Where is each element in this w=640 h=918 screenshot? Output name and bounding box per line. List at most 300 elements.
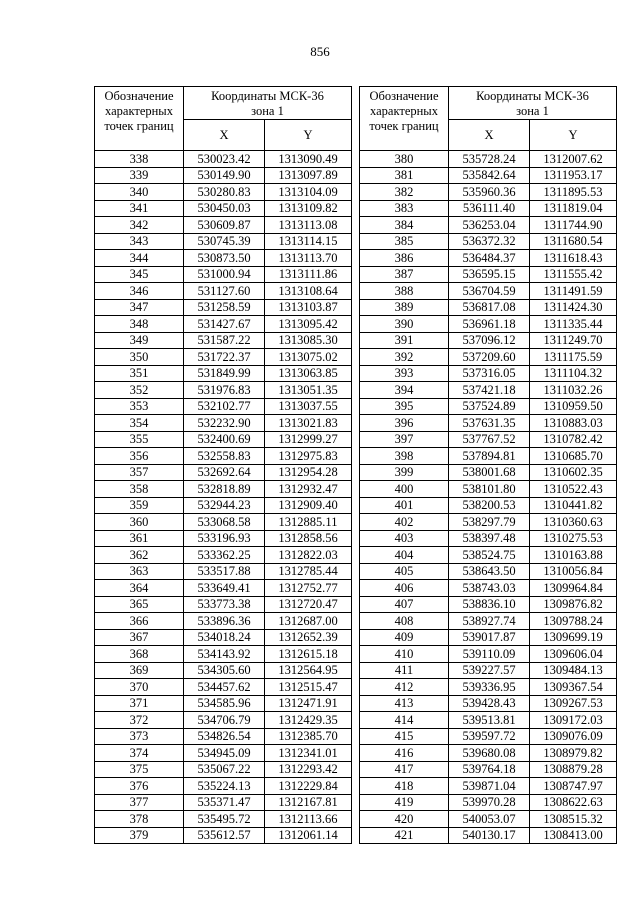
table-row: [360, 695, 617, 712]
coord-x: 530609.87: [184, 217, 265, 234]
table-row: [95, 613, 352, 630]
point-number: 384: [360, 217, 449, 234]
table-row: [360, 415, 617, 432]
point-number: 371: [95, 695, 184, 712]
coord-y: 1312429.35: [265, 712, 352, 729]
point-number: 405: [360, 563, 449, 580]
coord-x: 531976.83: [184, 382, 265, 399]
coord-x: 530023.42: [184, 151, 265, 168]
coord-y: 1312061.14: [265, 827, 352, 844]
coord-x: 534305.60: [184, 662, 265, 679]
coord-y: 1309606.04: [530, 646, 617, 663]
coord-x: 535495.72: [184, 811, 265, 828]
coord-x: 536111.40: [449, 200, 530, 217]
header-coords-line1: Координаты МСК-36: [476, 89, 589, 103]
table-row: [360, 778, 617, 795]
coord-y: 1312229.84: [265, 778, 352, 795]
coord-x: 532102.77: [184, 398, 265, 415]
coord-x: 536484.37: [449, 250, 530, 267]
coord-y: 1312885.11: [265, 514, 352, 531]
coord-y: 1310056.84: [530, 563, 617, 580]
coord-y: 1311424.30: [530, 299, 617, 316]
table-row: [360, 827, 617, 844]
table-row: [95, 629, 352, 646]
coord-x: 534706.79: [184, 712, 265, 729]
table-row: [95, 514, 352, 531]
point-number: 394: [360, 382, 449, 399]
point-number: 411: [360, 662, 449, 679]
coord-y: 1312564.95: [265, 662, 352, 679]
point-number: 400: [360, 481, 449, 498]
coord-x: 532944.23: [184, 497, 265, 514]
table-row: [360, 728, 617, 745]
coord-y: 1309876.82: [530, 596, 617, 613]
table-row: [360, 398, 617, 415]
coord-x: 531427.67: [184, 316, 265, 333]
coord-y: 1312652.39: [265, 629, 352, 646]
coord-y: 1312858.56: [265, 530, 352, 547]
table-row: [95, 827, 352, 844]
table-row: [95, 233, 352, 250]
coordinates-table-left: [94, 86, 352, 844]
coord-y: 1310883.03: [530, 415, 617, 432]
point-number: 345: [95, 266, 184, 283]
coord-x: 533517.88: [184, 563, 265, 580]
point-number: 356: [95, 448, 184, 465]
table-row: [95, 761, 352, 778]
coord-y: 1313085.30: [265, 332, 352, 349]
point-number: 406: [360, 580, 449, 597]
header-coords-line1: Координаты МСК-36: [211, 89, 324, 103]
point-number: 416: [360, 745, 449, 762]
coord-y: 1313090.49: [265, 151, 352, 168]
table-row: [360, 563, 617, 580]
point-number: 408: [360, 613, 449, 630]
coord-y: 1309367.54: [530, 679, 617, 696]
coord-y: 1311744.90: [530, 217, 617, 234]
point-number: 342: [95, 217, 184, 234]
coord-y: 1312167.81: [265, 794, 352, 811]
coord-y: 1309267.53: [530, 695, 617, 712]
table-row: [360, 266, 617, 283]
point-number: 387: [360, 266, 449, 283]
header-designation: Обозначение характерных точек границ: [95, 87, 184, 151]
coord-x: 535842.64: [449, 167, 530, 184]
coord-x: 539764.18: [449, 761, 530, 778]
coord-x: 532558.83: [184, 448, 265, 465]
coord-y: 1308879.28: [530, 761, 617, 778]
coord-y: 1313063.85: [265, 365, 352, 382]
coord-x: 537524.89: [449, 398, 530, 415]
coord-x: 539513.81: [449, 712, 530, 729]
table-row: [360, 365, 617, 382]
coord-x: 538524.75: [449, 547, 530, 564]
table-row: [95, 316, 352, 333]
point-number: 403: [360, 530, 449, 547]
coord-y: 1312954.28: [265, 464, 352, 481]
table-row: [95, 167, 352, 184]
coord-y: 1312341.01: [265, 745, 352, 762]
coord-y: 1309172.03: [530, 712, 617, 729]
point-number: 418: [360, 778, 449, 795]
coord-x: 530745.39: [184, 233, 265, 250]
point-number: 397: [360, 431, 449, 448]
coord-y: 1310522.43: [530, 481, 617, 498]
table-row: [360, 646, 617, 663]
coord-y: 1313051.35: [265, 382, 352, 399]
coord-x: 531127.60: [184, 283, 265, 300]
coord-x: 534457.62: [184, 679, 265, 696]
table-row: [95, 745, 352, 762]
coord-y: 1311032.26: [530, 382, 617, 399]
coord-y: 1310441.82: [530, 497, 617, 514]
coord-y: 1312720.47: [265, 596, 352, 613]
coord-x: 539970.28: [449, 794, 530, 811]
table-row: [360, 200, 617, 217]
point-number: 409: [360, 629, 449, 646]
table-row: [360, 811, 617, 828]
table-row: [360, 431, 617, 448]
table-row: [95, 464, 352, 481]
point-number: 360: [95, 514, 184, 531]
table-row: [360, 712, 617, 729]
coord-x: 534143.92: [184, 646, 265, 663]
coord-x: 539227.57: [449, 662, 530, 679]
point-number: 388: [360, 283, 449, 300]
point-number: 353: [95, 398, 184, 415]
table-row: [360, 464, 617, 481]
point-number: 396: [360, 415, 449, 432]
coord-y: 1312293.42: [265, 761, 352, 778]
point-number: 407: [360, 596, 449, 613]
table-row: [95, 596, 352, 613]
coord-x: 531849.99: [184, 365, 265, 382]
page-number: 856: [310, 44, 330, 59]
point-number: 393: [360, 365, 449, 382]
table-row: [360, 547, 617, 564]
point-number: 391: [360, 332, 449, 349]
table-row: [360, 497, 617, 514]
coord-y: 1312752.77: [265, 580, 352, 597]
coord-y: 1311953.17: [530, 167, 617, 184]
table-row: [95, 299, 352, 316]
header-designation: Обозначение характерных точек границ: [360, 87, 449, 151]
coord-x: 537631.35: [449, 415, 530, 432]
table-row: [95, 266, 352, 283]
point-number: 392: [360, 349, 449, 366]
coord-y: 1311249.70: [530, 332, 617, 349]
coord-y: 1312975.83: [265, 448, 352, 465]
table-row: [360, 217, 617, 234]
point-number: 364: [95, 580, 184, 597]
point-number: 344: [95, 250, 184, 267]
point-number: 376: [95, 778, 184, 795]
point-number: 354: [95, 415, 184, 432]
table-row: [95, 151, 352, 168]
table-row: [95, 679, 352, 696]
header-x: X: [449, 120, 530, 151]
coord-y: 1309076.09: [530, 728, 617, 745]
point-number: 382: [360, 184, 449, 201]
point-number: 350: [95, 349, 184, 366]
coord-y: 1311618.43: [530, 250, 617, 267]
header-coordinates: [449, 87, 617, 120]
table-row: [360, 332, 617, 349]
point-number: 368: [95, 646, 184, 663]
coord-x: 530873.50: [184, 250, 265, 267]
coord-y: 1309788.24: [530, 613, 617, 630]
coord-y: 1311555.42: [530, 266, 617, 283]
coord-x: 533896.36: [184, 613, 265, 630]
point-number: 414: [360, 712, 449, 729]
coord-x: 535224.13: [184, 778, 265, 795]
coord-x: 537209.60: [449, 349, 530, 366]
coord-y: 1312113.66: [265, 811, 352, 828]
coord-x: 536595.15: [449, 266, 530, 283]
coord-y: 1313095.42: [265, 316, 352, 333]
coord-y: 1311335.44: [530, 316, 617, 333]
coord-x: 539110.09: [449, 646, 530, 663]
coord-x: 531722.37: [184, 349, 265, 366]
point-number: 346: [95, 283, 184, 300]
coord-y: 1309484.13: [530, 662, 617, 679]
table-row: [95, 580, 352, 597]
coord-y: 1313111.86: [265, 266, 352, 283]
point-number: 420: [360, 811, 449, 828]
table-row: [360, 283, 617, 300]
coord-y: 1313037.55: [265, 398, 352, 415]
table-row: [360, 299, 617, 316]
point-number: 389: [360, 299, 449, 316]
table-row: [95, 646, 352, 663]
point-number: 399: [360, 464, 449, 481]
coord-y: 1311895.53: [530, 184, 617, 201]
table-row: [360, 679, 617, 696]
coord-y: 1309699.19: [530, 629, 617, 646]
coord-x: 533068.58: [184, 514, 265, 531]
point-number: 386: [360, 250, 449, 267]
coord-x: 530450.03: [184, 200, 265, 217]
table-row: [360, 250, 617, 267]
coord-y: 1313097.89: [265, 167, 352, 184]
point-number: 369: [95, 662, 184, 679]
coord-x: 536372.32: [449, 233, 530, 250]
table-row: [360, 580, 617, 597]
point-number: 363: [95, 563, 184, 580]
table-row: [360, 448, 617, 465]
coord-x: 538836.10: [449, 596, 530, 613]
coord-y: 1310360.63: [530, 514, 617, 531]
point-number: 379: [95, 827, 184, 844]
coord-y: 1313113.08: [265, 217, 352, 234]
coord-y: 1308747.97: [530, 778, 617, 795]
point-number: 349: [95, 332, 184, 349]
point-number: 398: [360, 448, 449, 465]
table-row: [360, 629, 617, 646]
coord-y: 1310163.88: [530, 547, 617, 564]
coord-x: 538297.79: [449, 514, 530, 531]
table-row: [360, 613, 617, 630]
coord-x: 535960.36: [449, 184, 530, 201]
coord-y: 1313109.82: [265, 200, 352, 217]
point-number: 341: [95, 200, 184, 217]
table-row: [95, 217, 352, 234]
table-row: [95, 695, 352, 712]
table-row: [95, 382, 352, 399]
table-row: [95, 398, 352, 415]
coord-y: 1312909.40: [265, 497, 352, 514]
point-number: 415: [360, 728, 449, 745]
point-number: 390: [360, 316, 449, 333]
header-coords-line2: зона 1: [516, 104, 549, 118]
point-number: 358: [95, 481, 184, 498]
table-body-right: [360, 151, 617, 844]
table-row: [95, 283, 352, 300]
coord-x: 533773.38: [184, 596, 265, 613]
coord-y: 1311819.04: [530, 200, 617, 217]
table-row: [360, 481, 617, 498]
coord-x: 534945.09: [184, 745, 265, 762]
coord-x: 536817.08: [449, 299, 530, 316]
point-number: 421: [360, 827, 449, 844]
coord-y: 1313021.83: [265, 415, 352, 432]
coord-y: 1310602.35: [530, 464, 617, 481]
coord-y: 1313113.70: [265, 250, 352, 267]
coord-x: 537894.81: [449, 448, 530, 465]
table-body-left: [95, 151, 352, 844]
coord-x: 530149.90: [184, 167, 265, 184]
table-row: [95, 332, 352, 349]
coord-x: 539428.43: [449, 695, 530, 712]
table-row: [360, 233, 617, 250]
point-number: 359: [95, 497, 184, 514]
coord-x: 538927.74: [449, 613, 530, 630]
point-number: 381: [360, 167, 449, 184]
point-number: 374: [95, 745, 184, 762]
point-number: 365: [95, 596, 184, 613]
coord-x: 538643.50: [449, 563, 530, 580]
point-number: 375: [95, 761, 184, 778]
table-row: [95, 250, 352, 267]
coord-x: 536704.59: [449, 283, 530, 300]
coord-x: 538001.68: [449, 464, 530, 481]
point-number: 366: [95, 613, 184, 630]
coord-x: 538101.80: [449, 481, 530, 498]
coord-y: 1310685.70: [530, 448, 617, 465]
coord-x: 538743.03: [449, 580, 530, 597]
coord-x: 537767.52: [449, 431, 530, 448]
table-row: [95, 448, 352, 465]
coord-x: 534826.54: [184, 728, 265, 745]
point-number: 372: [95, 712, 184, 729]
header-x: X: [184, 120, 265, 151]
coord-x: 530280.83: [184, 184, 265, 201]
coord-y: 1310275.53: [530, 530, 617, 547]
point-number: 340: [95, 184, 184, 201]
coord-x: 533649.41: [184, 580, 265, 597]
header-coordinates: [184, 87, 352, 120]
point-number: 351: [95, 365, 184, 382]
coord-x: 534018.24: [184, 629, 265, 646]
point-number: 395: [360, 398, 449, 415]
coord-y: 1311491.59: [530, 283, 617, 300]
point-number: 383: [360, 200, 449, 217]
point-number: 385: [360, 233, 449, 250]
coord-x: 532818.89: [184, 481, 265, 498]
table-row: [95, 728, 352, 745]
coord-y: 1313104.09: [265, 184, 352, 201]
coord-y: 1312687.00: [265, 613, 352, 630]
coord-y: 1312615.18: [265, 646, 352, 663]
point-number: 401: [360, 497, 449, 514]
coord-x: 533362.25: [184, 547, 265, 564]
coord-x: 537421.18: [449, 382, 530, 399]
point-number: 355: [95, 431, 184, 448]
table-row: [360, 596, 617, 613]
coord-y: 1313108.64: [265, 283, 352, 300]
point-number: 370: [95, 679, 184, 696]
coord-y: 1313114.15: [265, 233, 352, 250]
coord-x: 531000.94: [184, 266, 265, 283]
coord-y: 1311175.59: [530, 349, 617, 366]
coord-y: 1312932.47: [265, 481, 352, 498]
coord-x: 539597.72: [449, 728, 530, 745]
coord-y: 1312515.47: [265, 679, 352, 696]
table-row: [95, 415, 352, 432]
coord-x: 537316.05: [449, 365, 530, 382]
coord-x: 532232.90: [184, 415, 265, 432]
coord-x: 536961.18: [449, 316, 530, 333]
coord-y: 1310959.50: [530, 398, 617, 415]
point-number: 413: [360, 695, 449, 712]
coord-x: 535612.57: [184, 827, 265, 844]
coordinates-table-right: [359, 86, 617, 844]
table-row: [95, 563, 352, 580]
coord-x: 539871.04: [449, 778, 530, 795]
table-row: [95, 481, 352, 498]
table-row: [95, 547, 352, 564]
coord-x: 532400.69: [184, 431, 265, 448]
coord-y: 1311680.54: [530, 233, 617, 250]
coord-x: 533196.93: [184, 530, 265, 547]
table-row: [95, 662, 352, 679]
table-row: [95, 712, 352, 729]
coord-y: 1313103.87: [265, 299, 352, 316]
point-number: 410: [360, 646, 449, 663]
table-row: [95, 811, 352, 828]
point-number: 339: [95, 167, 184, 184]
point-number: 380: [360, 151, 449, 168]
table-row: [360, 794, 617, 811]
coord-x: 535728.24: [449, 151, 530, 168]
point-number: 357: [95, 464, 184, 481]
coordinate-tables: [94, 86, 617, 844]
table-row: [95, 184, 352, 201]
coord-y: 1312471.91: [265, 695, 352, 712]
table-row: [360, 745, 617, 762]
point-number: 402: [360, 514, 449, 531]
point-number: 338: [95, 151, 184, 168]
point-number: 352: [95, 382, 184, 399]
coord-y: 1311104.32: [530, 365, 617, 382]
point-number: 361: [95, 530, 184, 547]
coord-x: 539336.95: [449, 679, 530, 696]
table-row: [95, 778, 352, 795]
coord-y: 1312999.27: [265, 431, 352, 448]
table-row: [360, 382, 617, 399]
point-number: 412: [360, 679, 449, 696]
coord-y: 1309964.84: [530, 580, 617, 597]
